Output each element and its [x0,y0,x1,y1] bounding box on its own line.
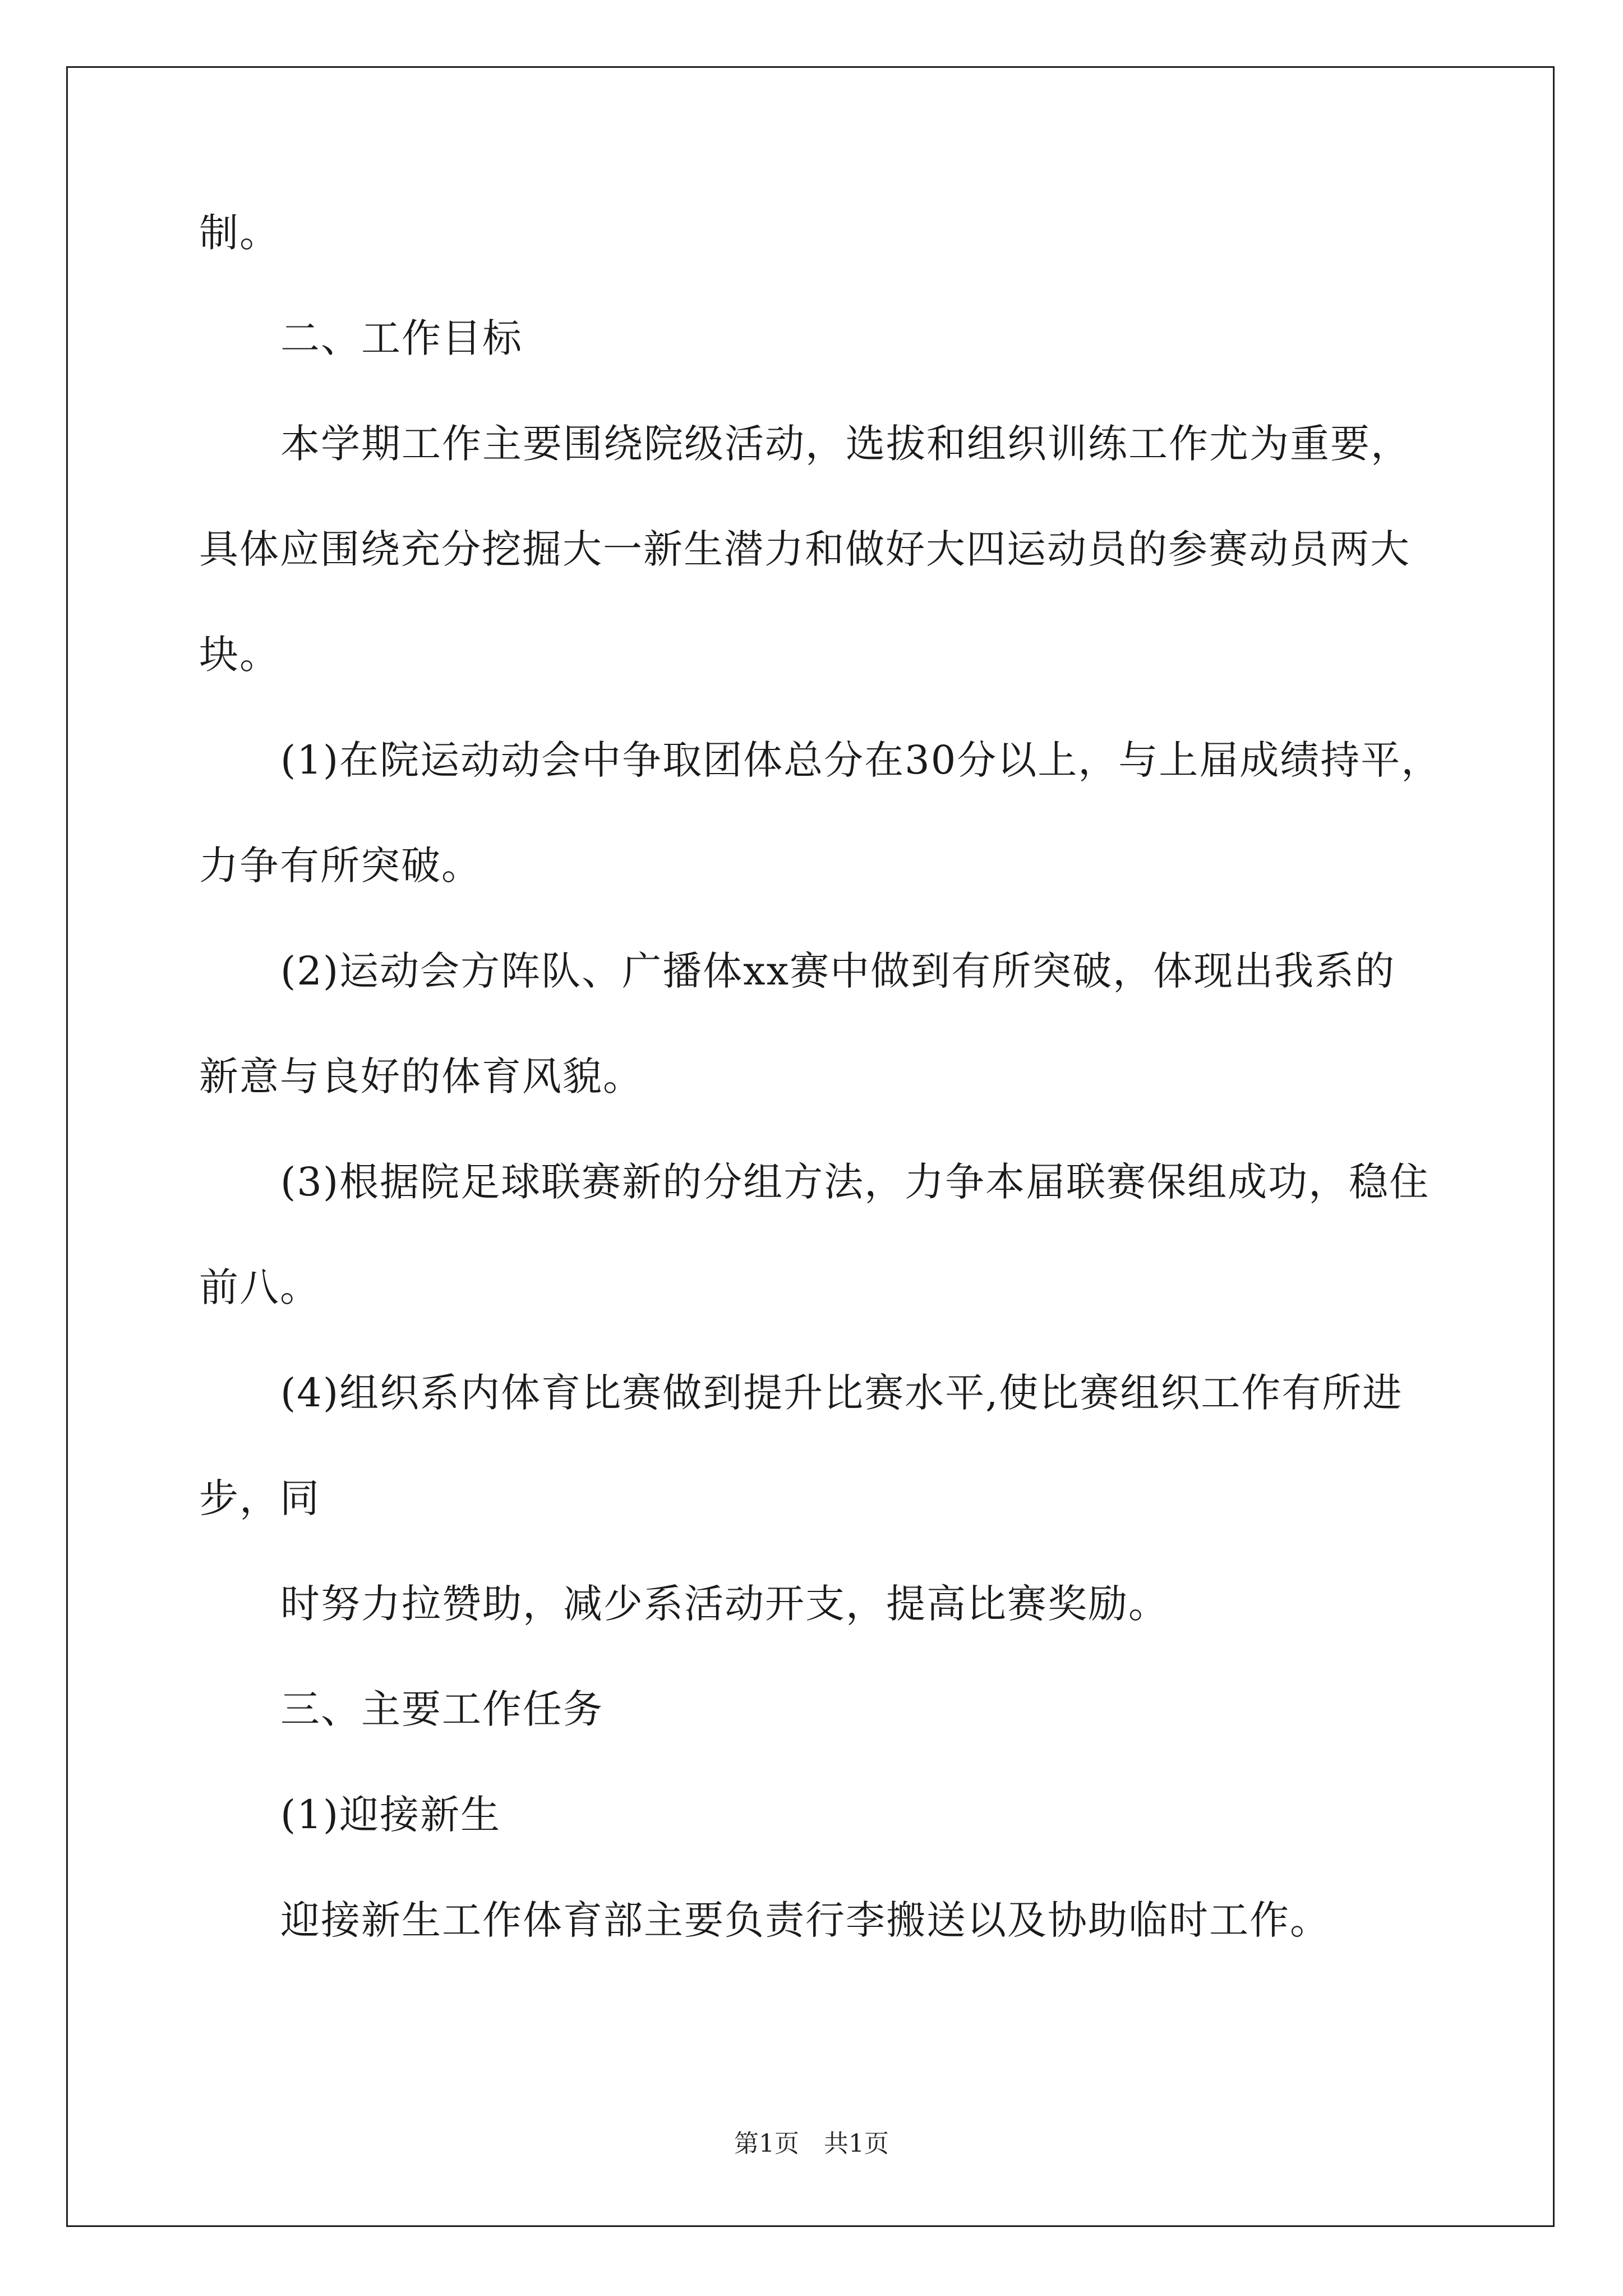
text-line: 块。 [199,632,280,678]
text-line: 步，同 [199,1475,320,1521]
page-footer: 第1页 共1页 [734,2129,889,2158]
text-line: 前八。 [199,1264,320,1310]
text-line: 本学期工作主要围绕院级活动，选拔和组织训练工作尤为重要， [280,421,1411,467]
text-line: (2)运动会方阵队、广播体xx赛中做到有所突破，体现出我系的 [280,948,1396,994]
text-line: (4)组织系内体育比赛做到提升比赛水平,使比赛组织工作有所进 [280,1370,1403,1416]
text-line: 制。 [199,210,280,256]
text-line: 新意与良好的体育风貌。 [199,1053,643,1099]
subsection-heading: (1)迎接新生 [280,1792,501,1838]
text-line: 具体应围绕充分挖掘大一新生潜力和做好大四运动员的参赛动员两大 [199,526,1410,572]
text-line: 时努力拉赞助，减少系活动开支，提高比赛奖励。 [280,1581,1169,1627]
text-line: (1)在院运动动会中争取团体总分在30分以上，与上届成绩持平， [280,737,1442,783]
text-line: (3)根据院足球联赛新的分组方法，力争本届联赛保组成功，稳住 [280,1159,1430,1205]
section-heading: 二、工作目标 [280,315,523,361]
text-line: 迎接新生工作体育部主要负责行李搬送以及协助临时工作。 [280,1897,1330,1943]
section-heading: 三、主要工作任务 [280,1686,603,1732]
text-line: 力争有所突破。 [199,843,482,889]
